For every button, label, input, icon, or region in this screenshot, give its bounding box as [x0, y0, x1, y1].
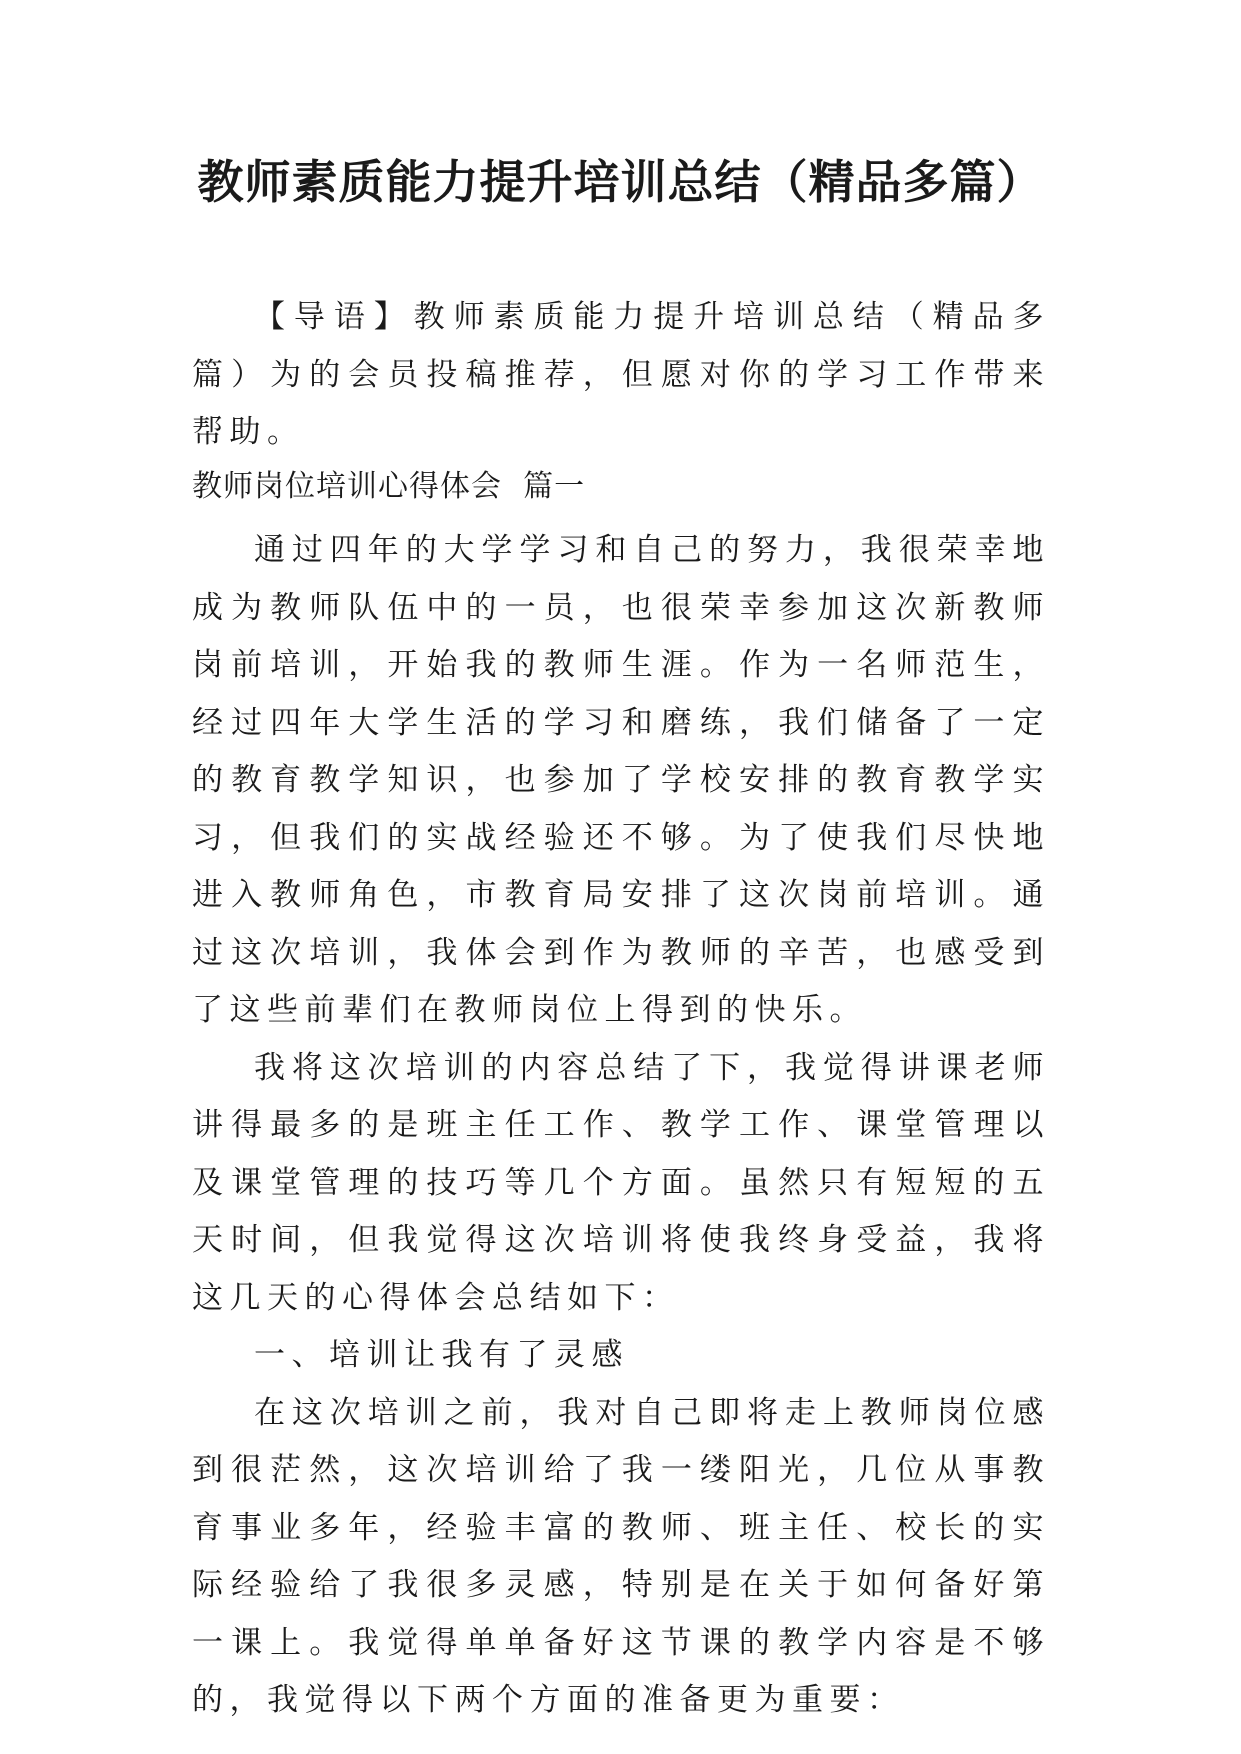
intro-block	[192, 289, 1050, 462]
paragraph-1: 通过四年的大学学习和自己的努力，我很荣幸地成为教师队伍中的一员，也很荣幸参加这次新教师岗前培训，开始我的教师生涯。作为一名师范生，经过四年大学生活的学习和磨练，我们储备了一定的教育教学知识，也参加了学校安排的教育教学实习，但我们的实战经验还不够。为了使我们尽快地进入教师角色，市教育局安排了这次岗前培训。通过这次培训，我体会到作为教师的辛苦，也感受到了这些前辈们在教师岗位上得到的快乐。	[192, 532, 1050, 1028]
content-block	[192, 522, 1050, 1730]
paragraph-3: 在这次培训之前，我对自己即将走上教师岗位感到很茫然，这次培训给了我一缕阳光，几位从事教育事业多年，经验丰富的教师、班主任、校长的实际经验给了我很多灵感，特别是在关于如何备好第一课上。我觉得单单备好这节课的教学内容是不够的，我觉得以下两个方面的准备更为重要：	[192, 1394, 1050, 1718]
intro-paragraph: 【导语】教师素质能力提升培训总结（精品多篇）为的会员投稿推荐，但愿对你的学习工作带来帮助。	[192, 299, 1050, 450]
paragraph-2: 我将这次培训的内容总结了下，我觉得讲课老师讲得最多的是班主任工作、教学工作、课堂管理以及课堂管理的技巧等几个方面。虽然只有短短的五天时间，但我觉得这次培训将使我终身受益，我将这几天的心得体会总结如下：	[192, 1049, 1050, 1316]
document-title: 教师素质能力提升培训总结（精品多篇）	[197, 155, 1044, 209]
subheading-1: 一、培训让我有了灵感	[254, 1337, 629, 1373]
section-heading: 教师岗位培训心得体会 篇一	[192, 469, 586, 504]
